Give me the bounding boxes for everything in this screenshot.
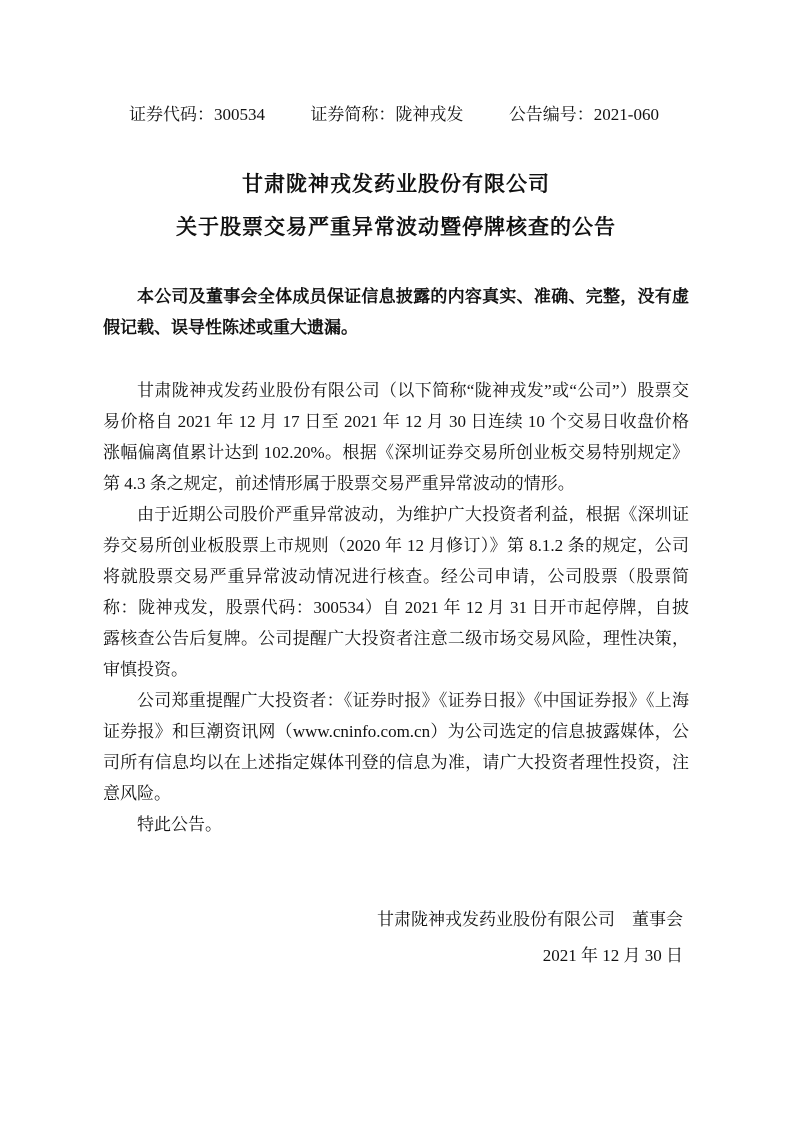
closing-statement: 特此公告。: [137, 815, 222, 834]
title-block: [103, 163, 689, 249]
document-header: [103, 104, 689, 126]
signature-company: 甘肃陇神戎发药业股份有限公司 董事会: [377, 910, 683, 929]
company-name-title: 甘肃陇神戎发药业股份有限公司: [242, 172, 550, 196]
signature-block: [103, 902, 689, 974]
stock-name-text: 证券简称：陇神戎发: [310, 105, 464, 124]
body-paragraph-2: 由于近期公司股价严重异常波动，为维护广大投资者利益，根据《深圳证券交易所创业板股票上市规则（2020 年 12 月修订）》第 8.1.2 条的规定，公司将就股票交易严重异常波动情况进行核查。经公司申请，公司股票（股票简称：陇神戎发，股票代码：300534）自 2021 年 12 月 31 日开市起停牌，自披露核查公告后复牌。公司提醒广大投资者注意二级市场交易风险，理性决策，审慎投资。: [103, 505, 689, 679]
signature-date: 2021 年 12 月 30 日: [542, 946, 683, 965]
announcement-number-text: 公告编号：2021-060: [508, 105, 659, 124]
stock-code-text: 证券代码：300534: [129, 105, 265, 124]
announcement-title: 关于股票交易严重异常波动暨停牌核查的公告: [176, 215, 616, 239]
body-paragraph-3: 公司郑重提醒广大投资者：《证券时报》《证券日报》《中国证券报》《上海证券报》和巨潮资讯网（www.cninfo.com.cn）为公司选定的信息披露媒体，公司所有信息均以在上述指定媒体刊登的信息为准，请广大投资者理性投资，注意风险。: [103, 691, 689, 803]
body-paragraph-1: 甘肃陇神戎发药业股份有限公司（以下简称“陇神戎发”或“公司”）股票交易价格自 2021 年 12 月 17 日至 2021 年 12 月 30 日连续 10 个交易日收盘价格涨幅偏离值累计达到 102.20%。根据《深圳证券交易所创业板交易特别规定》第 4.3 条之规定，前述情形属于股票交易严重异常波动的情形。: [103, 381, 689, 493]
integrity-statement: 本公司及董事会全体成员保证信息披露的内容真实、准确、完整，没有虚假记载、误导性陈述或重大遗漏。: [103, 287, 689, 337]
